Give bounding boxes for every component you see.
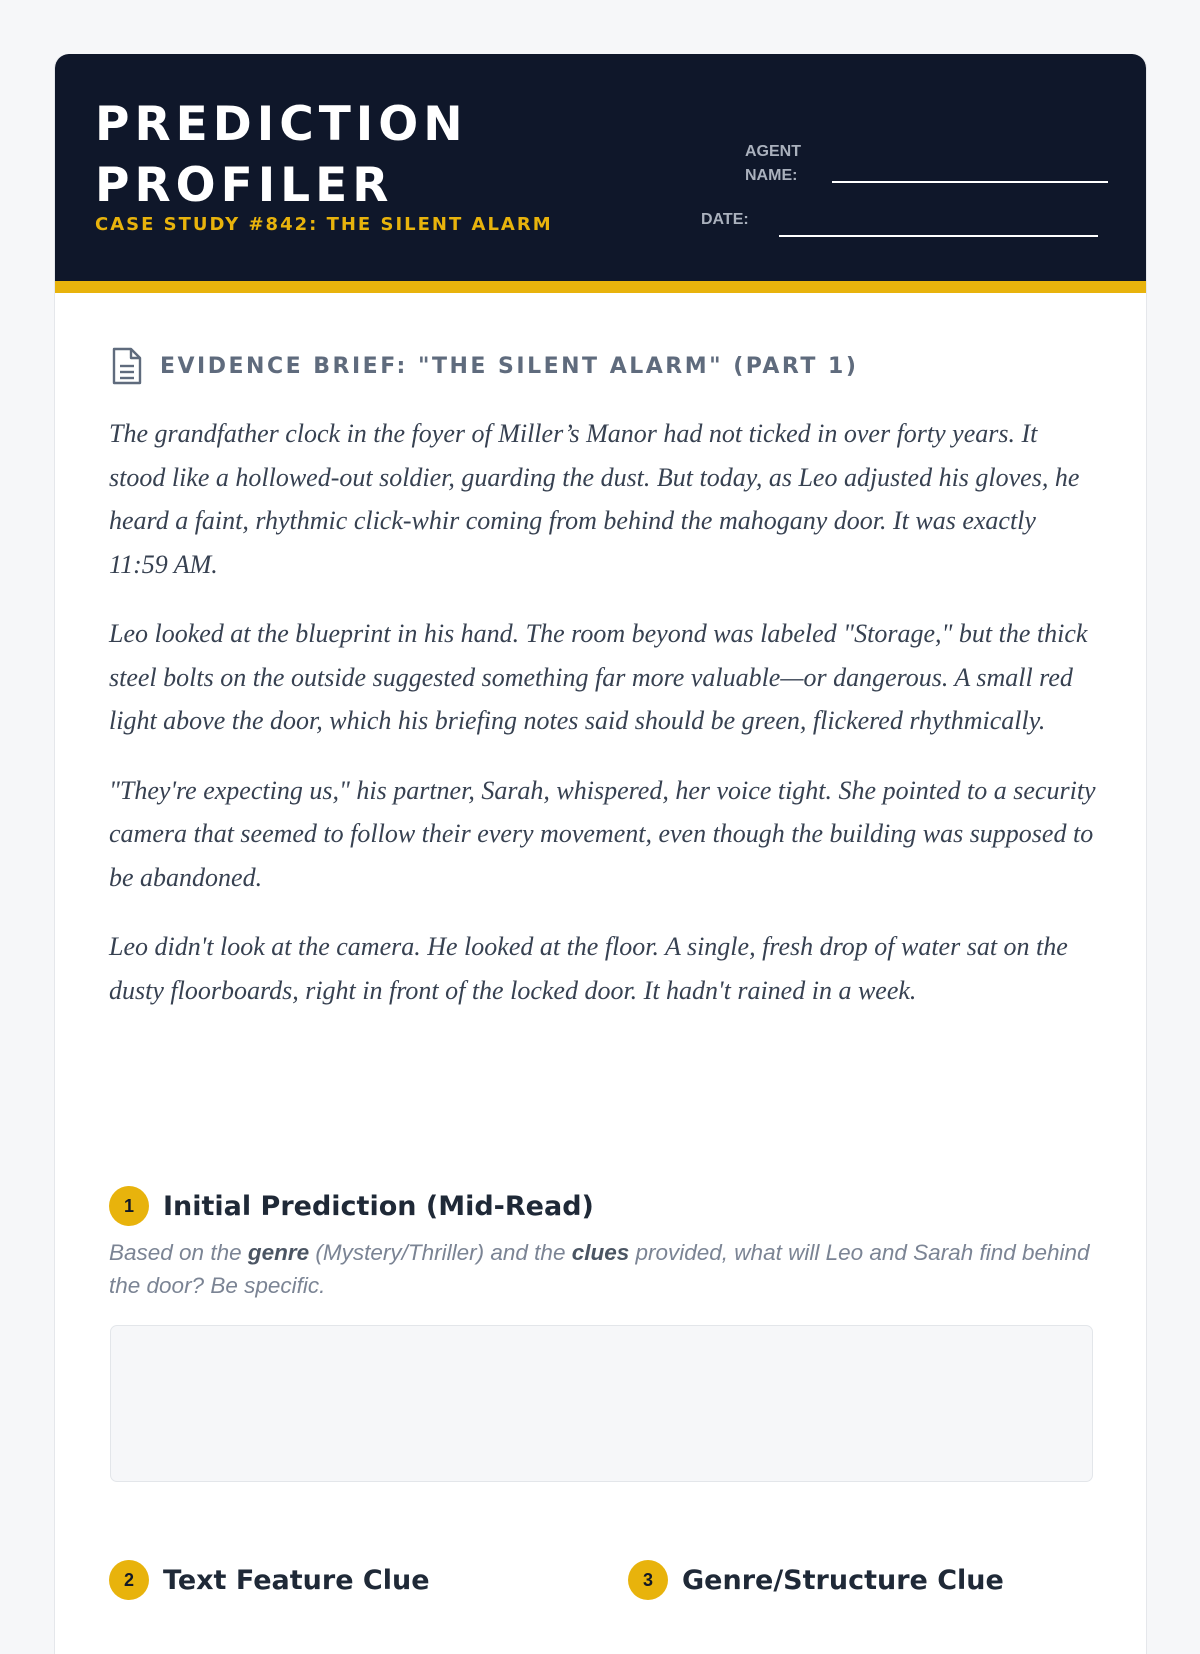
story-paragraph: Leo didn't look at the camera. He looked at the floor. A single, fresh drop of water sat on the dusty floorboards, right in front of the locked door. It hadn't rained in a week. (109, 932, 1068, 1005)
question-number-badge: 1 (109, 1186, 149, 1226)
worksheet-header (55, 54, 1146, 293)
title-line-2: PROFILER (95, 158, 394, 213)
prompt-text: Based on the (109, 1240, 248, 1265)
document-icon (109, 346, 145, 386)
question-1-title: Initial Prediction (Mid-Read) (163, 1190, 594, 1222)
title-line-1: PREDICTION (95, 97, 468, 152)
question-3-heading (628, 1560, 1004, 1600)
evidence-brief-heading (109, 346, 858, 386)
date-field[interactable] (779, 235, 1098, 237)
agent-label-line-1: AGENT (745, 143, 801, 160)
prompt-text: provided, what will Leo and Sarah find behind the door? Be specific. (109, 1240, 1090, 1298)
question-3-title: Genre/Structure Clue (682, 1564, 1004, 1596)
date-label: DATE: (701, 211, 749, 228)
evidence-brief-title: EVIDENCE BRIEF: "THE SILENT ALARM" (PART 1) (160, 353, 859, 379)
agent-name-label (745, 140, 801, 188)
story-paragraph: Leo looked at the blueprint in his hand. The room beyond was labeled "Storage," but the thick steel bolts on the outside suggested something far more valuable—or dangerous. A small red light above the door, which his briefing notes said should be green, flickered rhythmically. (109, 619, 1088, 735)
story-paragraph: "They're expecting us," his partner, Sarah, whispered, her voice tight. She pointed to a security camera that seemed to follow their every movement, even though the building was supposed to be abandoned. (109, 775, 1096, 892)
prompt-emphasis-genre: genre (247, 1240, 310, 1265)
question-1-prompt (109, 1236, 1099, 1302)
agent-name-field[interactable] (832, 181, 1108, 183)
story-text (109, 412, 1099, 1038)
question-number-badge: 2 (109, 1560, 149, 1600)
question-number-badge: 3 (628, 1560, 668, 1600)
question-2-title: Text Feature Clue (163, 1564, 430, 1596)
prompt-emphasis-clues: clues (571, 1240, 630, 1265)
question-2-heading (109, 1560, 430, 1600)
agent-label-line-2: NAME: (745, 167, 798, 184)
worksheet-title (95, 94, 468, 216)
question-1-answer-box[interactable] (110, 1325, 1093, 1482)
prompt-text: (Mystery/Thriller) and the (309, 1240, 572, 1265)
worksheet-card (54, 54, 1147, 1654)
case-study-subtitle: CASE STUDY #842: THE SILENT ALARM (95, 214, 553, 235)
question-1-heading (109, 1186, 594, 1226)
story-paragraph: The grandfather clock in the foyer of Miller’s Manor had not ticked in over forty years. It stood like a hollowed-out soldier, guarding the dust. But today, as Leo adjusted his gloves, he heard a faint, rhythmic click-whir coming from behind the mahogany door. It was exactly 11:59 AM. (109, 419, 1080, 579)
